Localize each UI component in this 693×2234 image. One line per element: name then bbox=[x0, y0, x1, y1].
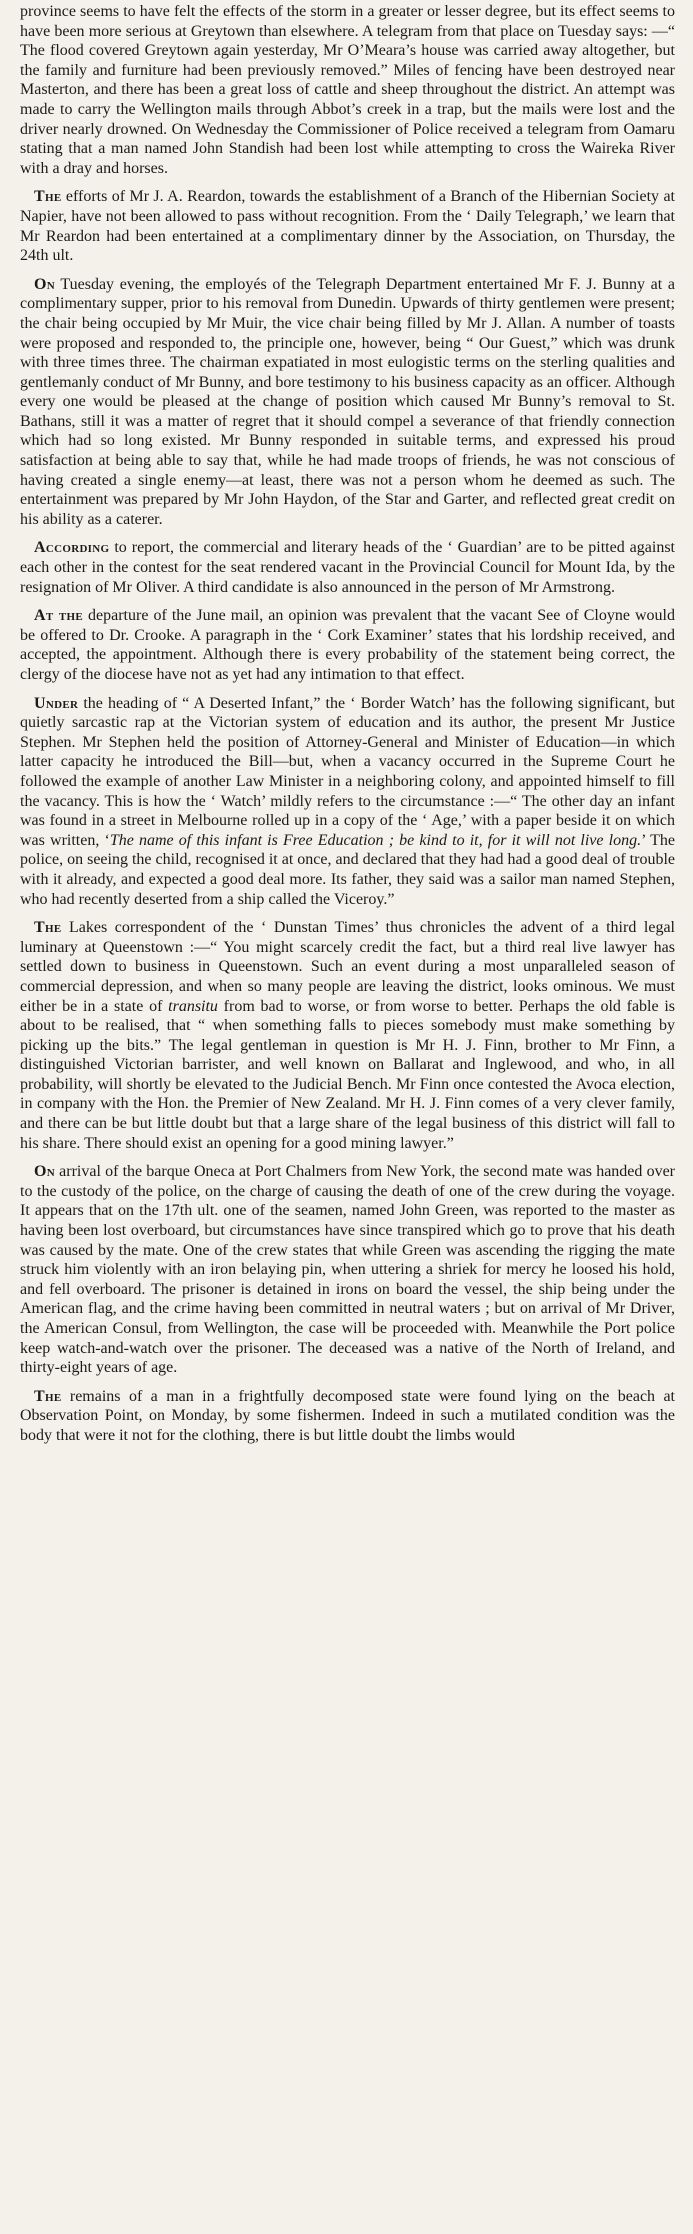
paragraph-text: departure of the June mail, an opinion was prevalent that the vacant See of Cloyne would be offered to Dr. Crooke. A paragraph in the ‘ Cork Examiner’ states that his lordship received, and accepted, the appointment. Although there is every probability of the statement being correct, the clergy of the diocese have not as yet had any intimation to that effect. bbox=[20, 607, 675, 683]
paragraph-lead-word: The bbox=[34, 188, 62, 206]
article-paragraph-8 bbox=[20, 1162, 675, 1378]
paragraph-text: arrival of the barque Oneca at Port Chalmers from New York, the second mate was handed over to the custody of the police, on the charge of causing the death of one of the crew during the voyage. It appears that on the 17th ult. one of the seamen, named John Green, was reported to the master as having been lost overboard, but circumstances have since transpired which go to prove that his death was caused by the mate. One of the crew states that while Green was ascending the rigging the mate struck him violently with an iron belaying pin, when uttering a shriek for mercy he loosed his hold, and fell overboard. The prisoner is detained in irons on board the vessel, the ship being under the American flag, and the crime having been committed in neutral waters ; but on arrival of Mr Driver, the American Consul, from Wellington, the case will be proceeded with. Meanwhile the Port police keep watch-and-watch over the prisoner. The deceased was a native of the North of Ireland, and thirty-eight years of age. bbox=[20, 1163, 675, 1377]
article-paragraph-1 bbox=[20, 2, 675, 178]
italic-word: transitu bbox=[168, 997, 218, 1015]
paragraph-text: Lakes correspondent of the ‘ Dunstan Times’ thus chronicles the advent of a third legal luminary at Queenstown :—“ You might scarcely credit the fact, but a third real live lawyer has settled down to business in Queenstown. Such an event during a most unparalleled season of commercial depression, and when so many people are leaving the district, looks ominous. We must either be in a state of bbox=[20, 919, 675, 1015]
article-paragraph-9 bbox=[20, 1387, 675, 1446]
paragraph-text: the heading of “ A Deserted Infant,” the ‘ Border Watch’ has the following significant, but quietly sarcastic rap at the Victorian system of education and its author, the present Mr Justice Stephen. Mr Stephen held the position of Attorney-General and Minister of Education—in which latter capacity he introduced the Bill—but, when a vacancy occurred in the Supreme Court he followed the example of another Law Minister in a neighboring colony, and appointed himself to fill the vacancy. This is how the ‘ Watch’ mildly refers to the circumstance :—“ The other day an infant was found in a street in Melbourne rolled up in a copy of the ‘ Age,’ with a paper beside it on which was written, ‘ bbox=[20, 694, 675, 849]
paragraph-text: from bad to worse, or from worse to better. Perhaps the old fable is about to be realised, that “ when something falls to pieces somebody must make something by picking up the bits.” The legal gentleman in question is Mr H. J. Finn, brother to Mr Finn, a distinguished Victorian barrister, and well known on Ballarat and Inglewood, and who, in all probability, will shortly be elevated to the Judicial Bench. Mr Finn once contested the Avoca election, in company with the Hon. the Premier of New Zealand. Mr H. J. Finn comes of a very clever family, and there can be but little doubt but that a large share of the legal business of this district will fall to his share. There should exist an opening for a good mining lawyer.” bbox=[20, 997, 676, 1152]
article-paragraph-3 bbox=[20, 275, 675, 530]
paragraph-text: to report, the commercial and literary heads of the ‘ Guardian’ are to be pitted against each other in the contest for the seat rendered vacant in the Provincial Council for Mount Ida, by the resignation of Mr Oliver. A third candidate is also announced in the person of Mr Armstrong. bbox=[20, 539, 675, 596]
paragraph-lead-word: The bbox=[34, 1387, 62, 1405]
paragraph-lead-word: The bbox=[34, 919, 62, 937]
paragraph-lead-word: On bbox=[34, 275, 55, 293]
paragraph-text: remains of a man in a frightfully decomposed state were found lying on the beach at Observation Point, on Monday, by some fishermen. Indeed in such a mutilated condition was the body that were it not for the clothing, there is but little doubt the limbs would bbox=[20, 1387, 675, 1444]
article-paragraph-6 bbox=[20, 694, 675, 910]
paragraph-text: province seems to have felt the effects of the storm in a greater or lesser degree, but its effect seems to have been more serious at Greytown than elsewhere. A telegram from that place on Tuesday says: —“ The flood covered Greytown again yesterday, Mr O’Meara’s house was carried away altogether, but the family and furniture had been previously removed.” Miles of fencing have been destroyed near Masterton, and there has been a great loss of cattle and sheep throughout the district. An attempt was made to carry the Wellington mails through Abbot’s creek in a trap, but the mails were lost and the driver nearly drowned. On Wednesday the Commissioner of Police received a telegram from Oamaru stating that a man named John Standish had been lost while attempting to cross the Waireka River with a dray and horses. bbox=[20, 3, 675, 177]
article-paragraph-2 bbox=[20, 187, 675, 265]
italic-quote: The name of this infant is Free Education ; be kind to it, for it will not live long. bbox=[109, 831, 642, 849]
paragraph-text: ’ The police, on seeing the child, recognised it at once, and declared that they had had a good deal of trouble with it already, and expected a good deal more. Its father, they said was a sailor man named Stephen, who had recently deserted from a ship called the Viceroy.” bbox=[20, 831, 676, 908]
article-paragraph-4 bbox=[20, 538, 675, 597]
paragraph-lead-word: Under bbox=[34, 694, 79, 712]
paragraph-lead-word: On bbox=[34, 1163, 55, 1181]
paragraph-text: Tuesday evening, the employés of the Telegraph Department entertained Mr F. J. Bunny at a complimentary supper, prior to his removal from Dunedin. Upwards of thirty gentlemen were present; the chair being occupied by Mr Muir, the vice chair being filled by Mr J. Allan. A number of toasts were proposed and responded to, the principle one, however, being “ Our Guest,” which was drunk with three times three. The chairman expatiated in most eulogistic terms on the sterling qualities and gentlemanly conduct of Mr Bunny, and bore testimony to his business capacity as an officer. Although every one would be pleased at the change of position which caused Mr Bunny’s removal to St. Bathans, still it was a matter of regret that it should compel a severance of that friendly connection which had so long existed. Mr Bunny responded in suitable terms, and expressed his proud satisfaction at being able to say that, while he had made troops of friends, he was not conscious of having created a single enemy—at least, there was not a person whom he deemed as such. The entertainment was prepared by Mr John Haydon, of the Star and Garter, and reflected great credit on his ability as a caterer. bbox=[20, 275, 675, 528]
paragraph-lead-word: According bbox=[34, 539, 110, 557]
article-paragraph-7 bbox=[20, 918, 675, 1153]
paragraph-text: efforts of Mr J. A. Reardon, towards the establishment of a Branch of the Hibernian Society at Napier, have not been allowed to pass without recognition. From the ‘ Daily Telegraph,’ we learn that Mr Reardon had been entertained at a complimentary dinner by the Association, on Thursday, the 24th ult. bbox=[20, 188, 675, 265]
article-paragraph-5 bbox=[20, 606, 675, 684]
paragraph-lead-word: At the bbox=[34, 607, 83, 625]
